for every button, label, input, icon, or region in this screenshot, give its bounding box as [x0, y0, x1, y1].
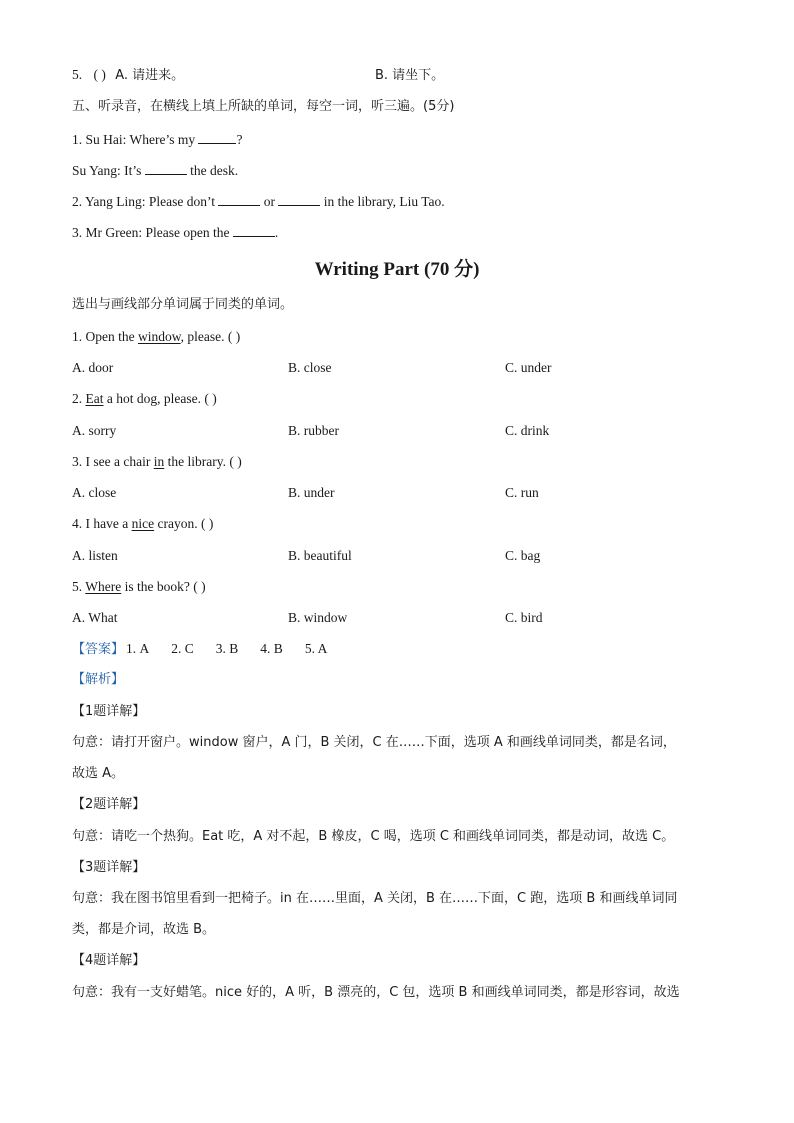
answer-item: 1. A — [126, 641, 150, 656]
q5-option-c: C. bird — [505, 610, 543, 625]
question-number: 5. — [72, 67, 83, 82]
q1-option-b: B. close — [288, 360, 332, 375]
line-text: 3. Mr Green: Please open the — [72, 225, 233, 240]
answer-item: 2. C — [171, 641, 194, 656]
q2-option-c: C. drink — [505, 423, 550, 438]
detail-2-heading: 【2题详解】 — [72, 797, 146, 812]
question-1 — [72, 328, 240, 346]
question-text: 3. I see a chair — [72, 454, 154, 469]
question-text: 1. Open the — [72, 329, 138, 344]
question-5-option-b-row — [375, 66, 444, 85]
question-4 — [72, 515, 213, 533]
answer-label: 【答案】 — [72, 642, 125, 657]
underlined-word: in — [153, 454, 165, 469]
question-text: 4. I have a — [72, 516, 132, 531]
q2-option-b: B. rubber — [288, 423, 339, 438]
answer-item: 3. B — [215, 641, 239, 656]
instruction: 选出与画线部分单词属于同类的单词。 — [72, 297, 294, 312]
question-5 — [72, 578, 206, 596]
answer-blank[interactable] — [198, 131, 236, 144]
fill-line-2 — [72, 193, 445, 211]
question-text: , please. ( ) — [180, 329, 241, 344]
q1-option-a: A. door — [72, 360, 114, 375]
q4-option-a: A. listen — [72, 548, 118, 563]
fill-line-1a — [72, 131, 242, 149]
line-text: Su Yang: It’s — [72, 163, 145, 178]
q5-option-a: A. What — [72, 610, 118, 625]
detail-4-line: 句意：我有一支好蜡笔。nice 好的，A 听，B 漂亮的，C 包，选项 B 和画线单词同类，都是形容词，故选 — [72, 985, 680, 1000]
line-text: 1. Su Hai: Where’s my — [72, 132, 199, 147]
question-3 — [72, 453, 242, 471]
question-text: is the book? ( ) — [121, 579, 206, 594]
underlined-word: window — [137, 329, 181, 344]
q3-option-a: A. close — [72, 485, 117, 500]
answer-item: 5. A — [304, 641, 328, 656]
detail-1-heading: 【1题详解】 — [72, 704, 146, 719]
answer-item: 4. B — [260, 641, 283, 656]
q4-option-b: B. beautiful — [288, 548, 352, 563]
line-text: or — [260, 194, 279, 209]
question-text: 2. — [72, 391, 86, 406]
q1-option-c: C. under — [505, 360, 552, 375]
question-text: 5. — [72, 579, 86, 594]
q5-option-b: B. window — [288, 610, 348, 625]
question-text: crayon. ( ) — [154, 516, 214, 531]
line-text: . — [274, 225, 279, 240]
writing-part-title: Writing Part (70 分) — [314, 259, 480, 280]
option-b: B. 请坐下。 — [375, 68, 445, 83]
fill-line-1b — [72, 162, 238, 180]
answer-key — [72, 640, 349, 659]
option-a: A. 请进来。 — [115, 68, 185, 83]
detail-4-heading: 【4题详解】 — [72, 953, 146, 968]
section-five-heading: 五、听录音，在横线上填上所缺的单词，每空一词，听三遍。(5分) — [72, 99, 455, 114]
detail-3-heading: 【3题详解】 — [72, 860, 146, 875]
detail-1-line: 句意：请打开窗户。window 窗户，A 门，B 关闭，C 在……下面，选项 A 和画线单词同类，都是名词， — [72, 735, 676, 750]
underlined-word: Where — [85, 579, 122, 594]
detail-2-line: 句意：请吃一个热狗。Eat 吃，A 对不起，B 橡皮，C 喝，选项 C 和画线单词同类，都是动词，故选 C。 — [72, 829, 675, 844]
question-text: a hot dog, please. ( ) — [103, 391, 217, 406]
line-text: ? — [236, 132, 243, 147]
q3-option-c: C. run — [505, 485, 539, 500]
answer-paren: ( ) — [93, 67, 106, 82]
q4-option-c: C. bag — [505, 548, 541, 563]
question-text: the library. ( ) — [164, 454, 242, 469]
question-5-row — [72, 66, 184, 85]
underlined-word: Eat — [85, 391, 104, 406]
analysis-label: 【解析】 — [72, 672, 125, 687]
answer-blank[interactable] — [233, 224, 275, 237]
detail-3-line: 类，都是介词，故选 B。 — [72, 922, 216, 937]
detail-1-line: 故选 A。 — [72, 766, 125, 781]
underlined-word: nice — [131, 516, 155, 531]
q3-option-b: B. under — [288, 485, 335, 500]
line-text: the desk. — [186, 163, 239, 178]
detail-3-line: 句意：我在图书馆里看到一把椅子。in 在……里面，A 关闭，B 在……下面，C 跑，选项 B 和画线单词同 — [72, 891, 678, 906]
question-2 — [72, 390, 217, 408]
answer-blank[interactable] — [218, 193, 260, 206]
q2-option-a: A. sorry — [72, 423, 117, 438]
answer-blank[interactable] — [278, 193, 320, 206]
line-text: in the library, Liu Tao. — [320, 194, 445, 209]
answer-blank[interactable] — [145, 162, 187, 175]
line-text: 2. Yang Ling: Please don’t — [72, 194, 219, 209]
fill-line-3 — [72, 224, 278, 242]
